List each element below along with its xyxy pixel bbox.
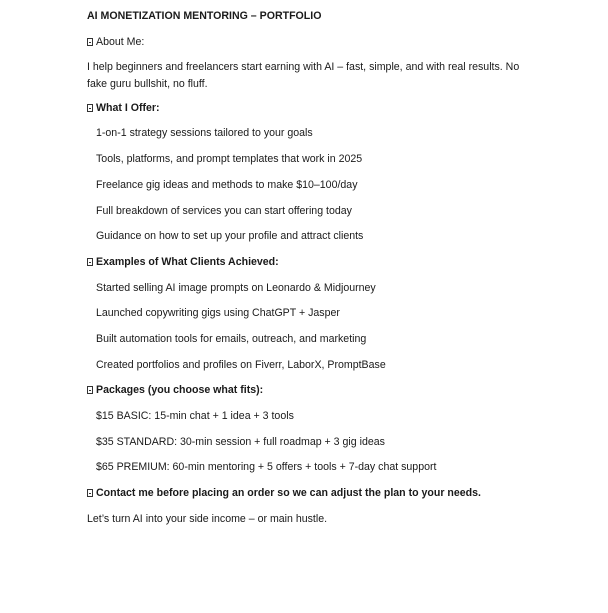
example-item: Built automation tools for emails, outreach, and marketing <box>96 333 367 345</box>
offer-item: Tools, platforms, and prompt templates that work in 2025 <box>96 153 363 165</box>
closing-line: Let’s turn AI into your side income – or main hustle. <box>87 513 328 525</box>
box-glyph-icon <box>87 258 93 266</box>
example-item: Launched copywriting gigs using ChatGPT + Jasper <box>96 307 340 319</box>
examples-heading <box>87 255 279 269</box>
offer-item: Freelance gig ideas and methods to make $10–100/day <box>96 179 358 191</box>
package-premium: $65 PREMIUM: 60-min mentoring + 5 offers + tools + 7-day chat support <box>96 461 437 473</box>
packages-heading <box>87 383 263 397</box>
contact-note <box>87 486 481 500</box>
package-basic: $15 BASIC: 15-min chat + 1 idea + 3 tools <box>96 410 294 422</box>
offer-item: Guidance on how to set up your profile and attract clients <box>96 230 364 242</box>
box-glyph-icon <box>87 386 93 394</box>
box-glyph-icon <box>87 104 93 112</box>
packages-heading-label: Packages (you choose what fits): <box>96 384 264 396</box>
about-text: I help beginners and freelancers start earning with AI – fast, simple, and with real results. No fake guru bullshit, no fluff. <box>87 61 520 90</box>
package-standard: $35 STANDARD: 30-min session + full roadmap + 3 gig ideas <box>96 436 385 448</box>
about-heading-label: About Me: <box>96 36 145 48</box>
offer-heading-label: What I Offer: <box>96 102 160 114</box>
offer-heading <box>87 101 160 115</box>
offer-item: 1-on-1 strategy sessions tailored to your goals <box>96 127 313 139</box>
examples-heading-label: Examples of What Clients Achieved: <box>96 256 279 268</box>
document-title: AI MONETIZATION MENTORING – PORTFOLIO <box>87 10 322 22</box>
contact-note-text: Contact me before placing an order so we can adjust the plan to your needs. <box>96 487 481 499</box>
about-heading <box>87 35 144 49</box>
example-item: Created portfolios and profiles on Fiverr, LaborX, PromptBase <box>96 359 386 371</box>
box-glyph-icon <box>87 489 93 497</box>
box-glyph-icon <box>87 38 93 46</box>
offer-item: Full breakdown of services you can start offering today <box>96 205 352 217</box>
example-item: Started selling AI image prompts on Leonardo & Midjourney <box>96 282 376 294</box>
